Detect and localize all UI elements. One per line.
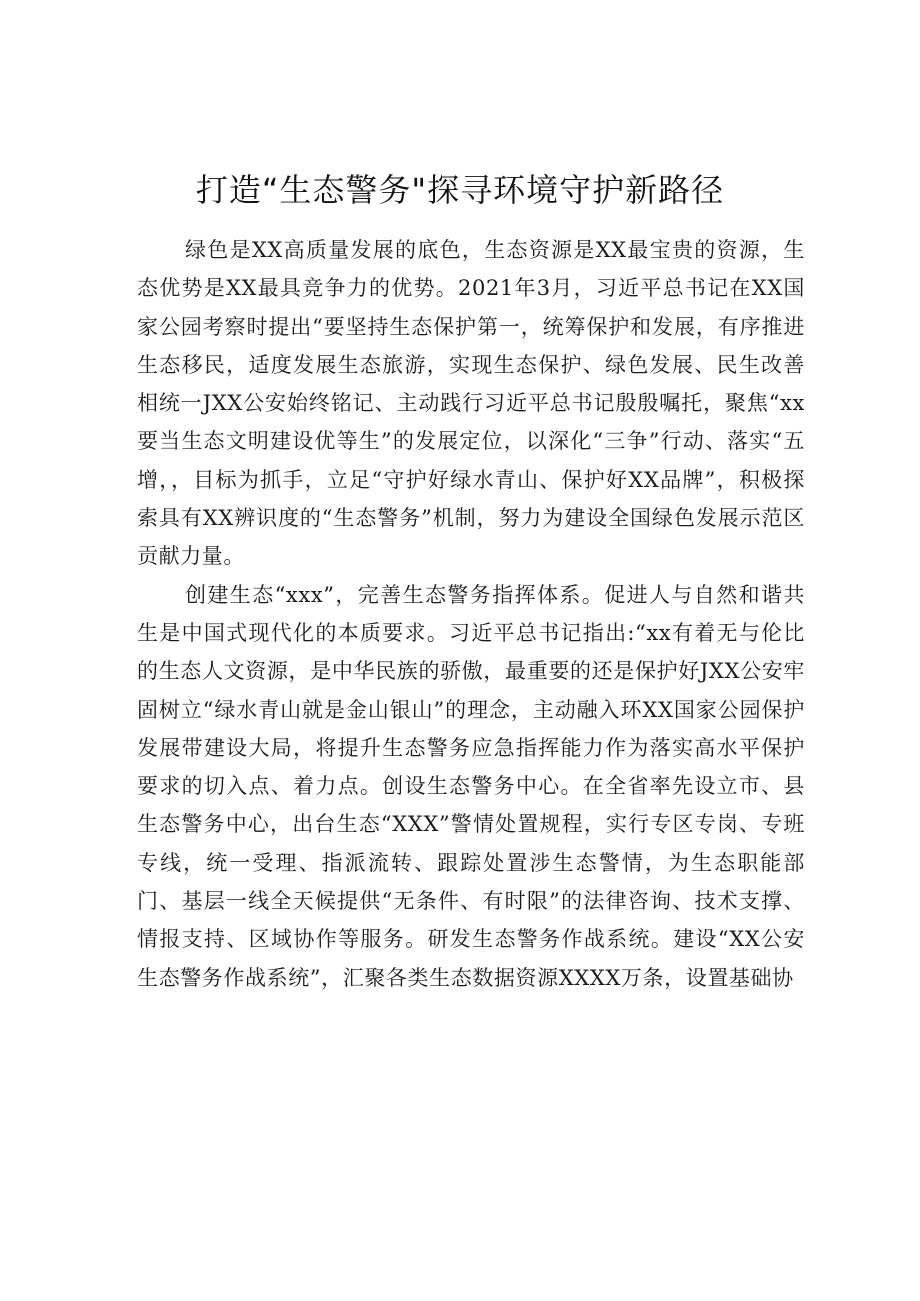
document-body: [137, 231, 805, 997]
document-title: 打造“生态警务"探寻环境守护新路径: [195, 171, 725, 209]
paragraph-intro: 绿色是XX高质量发展的底色，生态资源是XX最宝贵的资源，生态优势是XX最具竞争力的优势。2021年3月，习近平总书记在XX国家公园考察时提出“要坚持生态保护第一，统筹保护和发展，有序推进生态移民，适度发展生态旅游，实现生态保护、绿色发展、民生改善相统一JXX公安始终铭记、主动践行习近平总书记殷殷嘱托，聚焦“xx要当生态文明建设优等生”的发展定位，以深化“三争”行动、落实“五增，，目标为抓手，立足“守护好绿水青山、保护好XX品牌”，积极探索具有XX辨识度的“生态警务”机制，努力为建设全国绿色发展示范区贡献力量。: [137, 238, 805, 569]
paragraph-command-system: 创建生态“xxx”，完善生态警务指挥体系。促进人与自然和谐共生是中国式现代化的本质要求。习近平总书记指出:“xx有着无与伦比的生态人文资源，是中华民族的骄傲，最重要的还是保护好JXX公安牢固树立“绿水青山就是金山银山”的理念，主动融入环XX国家公园保护发展带建设大局，将提升生态警务应急指挥能力作为落实高水平保护要求的切入点、着力点。创设生态警务中心。在全省率先设立市、县生态警务中心，出台生态“XXX”警情处置规程，实行专区专岗、专班专线，统一受理、指派流转、跟踪处置涉生态警情，为生态职能部门、基层一线全天候提供“无条件、有时限”的法律咨询、技术支撑、情报支持、区域协作等服务。研发生态警务作战系统。建设“XX公安生态警务作战系统”，汇聚各类生态数据资源XXXX万条，设置基础协: [137, 582, 805, 990]
